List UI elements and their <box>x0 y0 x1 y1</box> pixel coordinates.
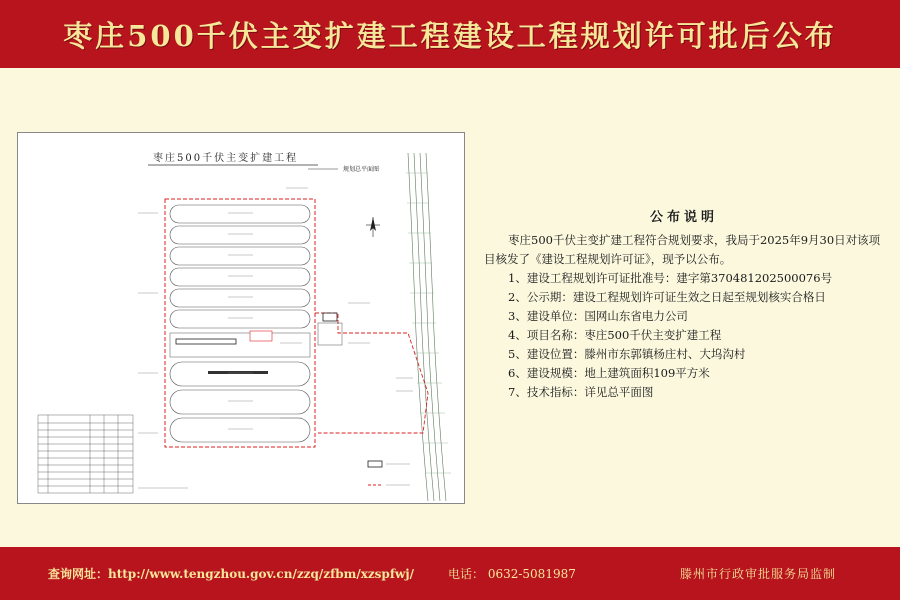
bay-outlines <box>170 205 310 442</box>
footer-banner <box>0 547 900 600</box>
supervisor-label: 滕州市行政审批服务局监制 <box>680 567 837 581</box>
plan-subtitle: 规划总平面图 <box>343 166 380 173</box>
notice-title: 公布说明 <box>649 210 718 225</box>
notice-item-indicators: 7、技术指标：详见总平面图 <box>508 385 654 399</box>
notice-item-applicant: 3、建设单位：国网山东省电力公司 <box>508 309 688 323</box>
notice-item-period: 2、公示期：建设工程规划许可证生效之日起至规划核实合格日 <box>508 290 826 304</box>
header-banner <box>0 0 900 68</box>
site-plan-svg <box>18 133 464 503</box>
indicator-table <box>38 415 133 493</box>
notice-item-scale: 6、建设规模：地上建筑面积109平方米 <box>508 366 710 380</box>
notice-item-location: 5、建设位置：滕州市东郭镇杨庄村、大坞沟村 <box>508 347 746 361</box>
query-website-link[interactable]: 查询网址：http://www.tengzhou.gov.cn/zzq/zfbm/xzspfwj/ <box>48 567 415 581</box>
page-title: 枣庄500千伏主变扩建工程建设工程规划许可批后公布 <box>63 19 837 53</box>
railway-tracks <box>408 153 446 501</box>
notice-item-approval-number: 1、建设工程规划许可证批准号：建字第370481202500076号 <box>508 271 833 285</box>
notice-intro: 枣庄500千伏主变扩建工程符合规划要求，我局于2025年9月30日对该项目核发了《建设工程规划许可证》，现予以公布。 <box>484 233 881 266</box>
site-boundary <box>165 199 315 447</box>
phone-number: 电话： 0632-5081987 <box>448 567 576 581</box>
plan-title: 枣庄500千伏主变扩建工程 <box>153 153 299 164</box>
north-arrow-icon <box>366 217 380 237</box>
notice-item-project-name: 4、项目名称：枣庄500千伏主变扩建工程 <box>508 328 722 342</box>
site-plan-drawing <box>17 132 465 504</box>
notice-panel <box>484 206 884 402</box>
